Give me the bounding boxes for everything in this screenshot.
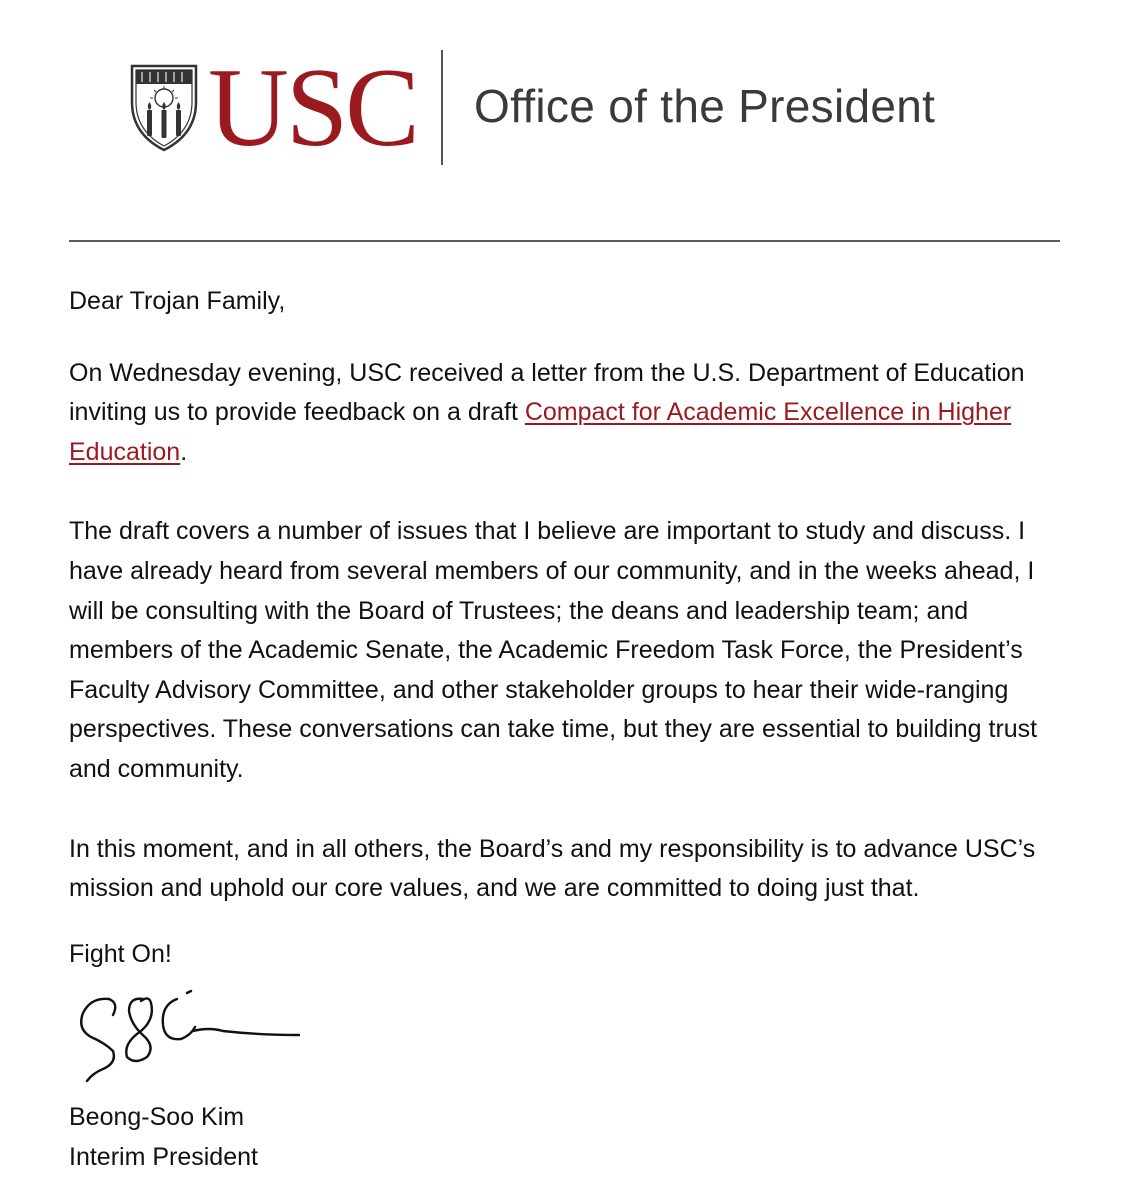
office-title: Office of the President: [474, 80, 936, 132]
paragraph-2: The draft covers a number of issues that I believe are important to study and discuss. I have already heard from several members of our community, and in the weeks ahead, I will be consulting with the Board of Trustees; the deans and leadership team; and members of the Academic Senate, the Academic Freedom Task Force, the President’s Faculty Advisory Committee, and other stakeholder groups to hear their wide-ranging perspectives. These conversations can take time, but they are essential to building trust and community.: [69, 517, 1038, 783]
signer-block: [69, 1098, 258, 1177]
signer-title: Interim President: [69, 1142, 258, 1171]
closing: Fight On!: [69, 939, 172, 968]
signature-image: [69, 985, 309, 1085]
paragraph-1-end: .: [180, 437, 188, 466]
paragraph-3: In this moment, and in all others, the Board’s and my responsibility is to advance USC’s mission and uphold our core values, and we are committed to doing just that.: [69, 834, 1036, 903]
header-rule: [69, 240, 1060, 242]
paragraph-1-text: On Wednesday evening, USC received a letter from the U.S. Department of Education inviting us to provide feedback on a draft: [69, 358, 1025, 427]
header-divider: [441, 50, 443, 165]
signer-name: Beong-Soo Kim: [69, 1103, 245, 1131]
letterhead: [0, 0, 1139, 240]
usc-wordmark: USC: [208, 46, 417, 170]
paragraph-1: [69, 354, 1069, 473]
compact-link[interactable]: Compact for Academic Excellence in Higher Education: [69, 398, 1012, 466]
letter-body: [69, 282, 1069, 974]
usc-seal-icon: [128, 62, 200, 152]
greeting: Dear Trojan Family,: [69, 287, 286, 315]
